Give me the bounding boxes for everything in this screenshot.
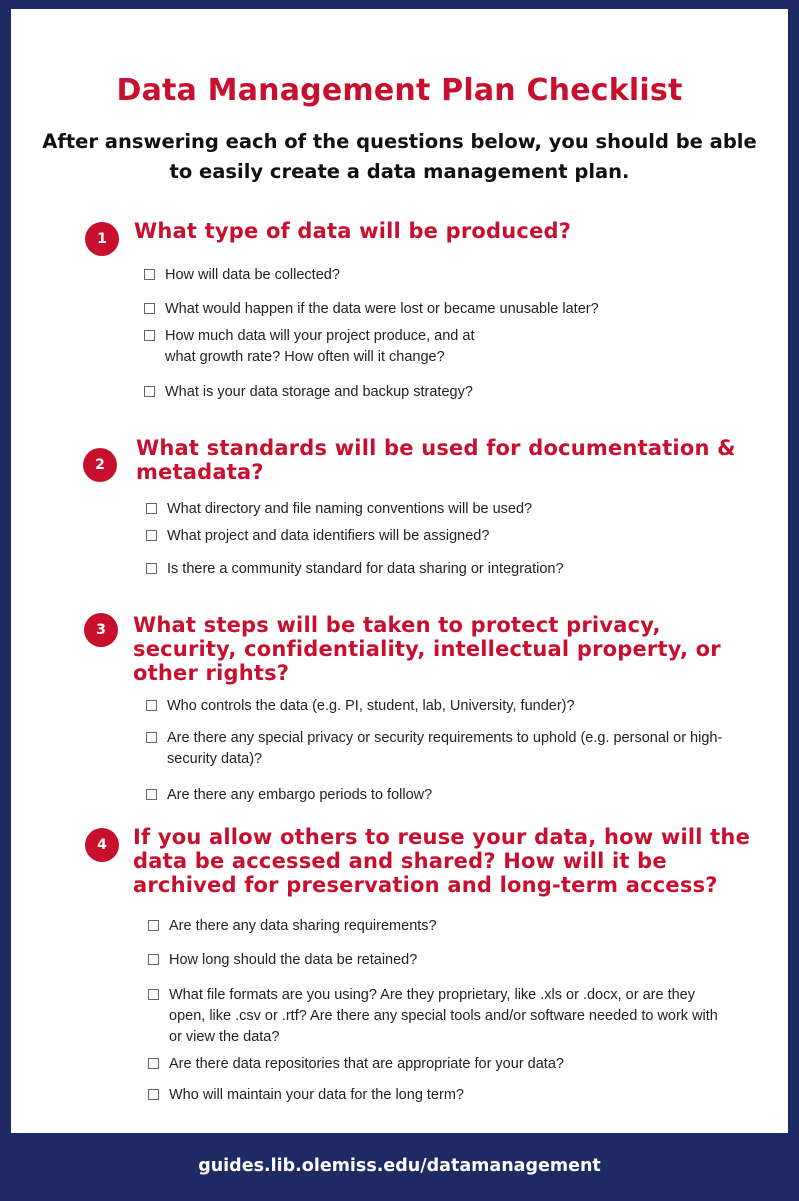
- checklist-item[interactable]: What would happen if the data were lost or became unusable later?: [144, 299, 744, 320]
- checkbox-icon[interactable]: [146, 503, 157, 514]
- checkbox-icon[interactable]: [144, 386, 155, 397]
- section-question-1: What type of data will be produced?: [134, 219, 572, 243]
- checkbox-icon[interactable]: [146, 789, 157, 800]
- checklist-item[interactable]: Who will maintain your data for the long term?: [148, 1085, 748, 1106]
- checkbox-icon[interactable]: [148, 1058, 159, 1069]
- checkbox-icon[interactable]: [144, 303, 155, 314]
- checklist-item[interactable]: Who controls the data (e.g. PI, student, lab, University, funder)?: [146, 696, 746, 717]
- section-question-3: What steps will be taken to protect privacy, security, confidentiality, intellectual property, or other rights?: [133, 613, 721, 685]
- checkbox-icon[interactable]: [146, 530, 157, 541]
- checklist-item[interactable]: What is your data storage and backup strategy?: [144, 382, 744, 403]
- checklist-item[interactable]: What project and data identifiers will be assigned?: [146, 526, 746, 547]
- checkbox-icon[interactable]: [144, 330, 155, 341]
- checklist-item[interactable]: Are there any special privacy or security requirements to uphold (e.g. personal or high-security data)?: [146, 728, 736, 770]
- checklist-item[interactable]: How much data will your project produce, and at what growth rate? How often will it change?: [144, 326, 744, 368]
- checkbox-icon[interactable]: [146, 700, 157, 711]
- page-subtitle: After answering each of the questions below, you should be able to easily create a data management plan.: [42, 130, 757, 183]
- checkbox-icon[interactable]: [144, 269, 155, 280]
- section-number-3: 3: [84, 613, 118, 647]
- checklist-item[interactable]: What file formats are you using? Are they proprietary, like .xls or .docx, or are they open, like .csv or .rtf? Are there any special tools and/or software needed to work with or view the data?: [148, 985, 728, 1048]
- checklist-item[interactable]: Are there any embargo periods to follow?: [146, 785, 746, 806]
- checkbox-icon[interactable]: [148, 989, 159, 1000]
- checklist-item[interactable]: Are there any data sharing requirements?: [148, 916, 748, 937]
- page-title: Data Management Plan Checklist: [116, 73, 683, 108]
- section-number-1: 1: [85, 222, 119, 256]
- checklist-page: [11, 9, 788, 1133]
- checklist-item[interactable]: How long should the data be retained?: [148, 950, 748, 971]
- checklist-item[interactable]: Are there data repositories that are appropriate for your data?: [148, 1054, 748, 1075]
- section-question-4: If you allow others to reuse your data, how will the data be accessed and shared? How will it be archived for preservation and long-term access?: [133, 825, 751, 897]
- section-number-2: 2: [83, 448, 117, 482]
- checkbox-icon[interactable]: [148, 920, 159, 931]
- section-number-4: 4: [85, 828, 119, 862]
- checklist-item[interactable]: How will data be collected?: [144, 265, 744, 286]
- checklist-item[interactable]: What directory and file naming conventions will be used?: [146, 499, 746, 520]
- checklist-item[interactable]: Is there a community standard for data sharing or integration?: [146, 559, 746, 580]
- footer-url[interactable]: guides.lib.olemiss.edu/datamanagement: [198, 1156, 601, 1176]
- checkbox-icon[interactable]: [148, 1089, 159, 1100]
- checkbox-icon[interactable]: [148, 954, 159, 965]
- section-question-2: What standards will be used for documentation & metadata?: [136, 436, 736, 484]
- checkbox-icon[interactable]: [146, 732, 157, 743]
- checkbox-icon[interactable]: [146, 563, 157, 574]
